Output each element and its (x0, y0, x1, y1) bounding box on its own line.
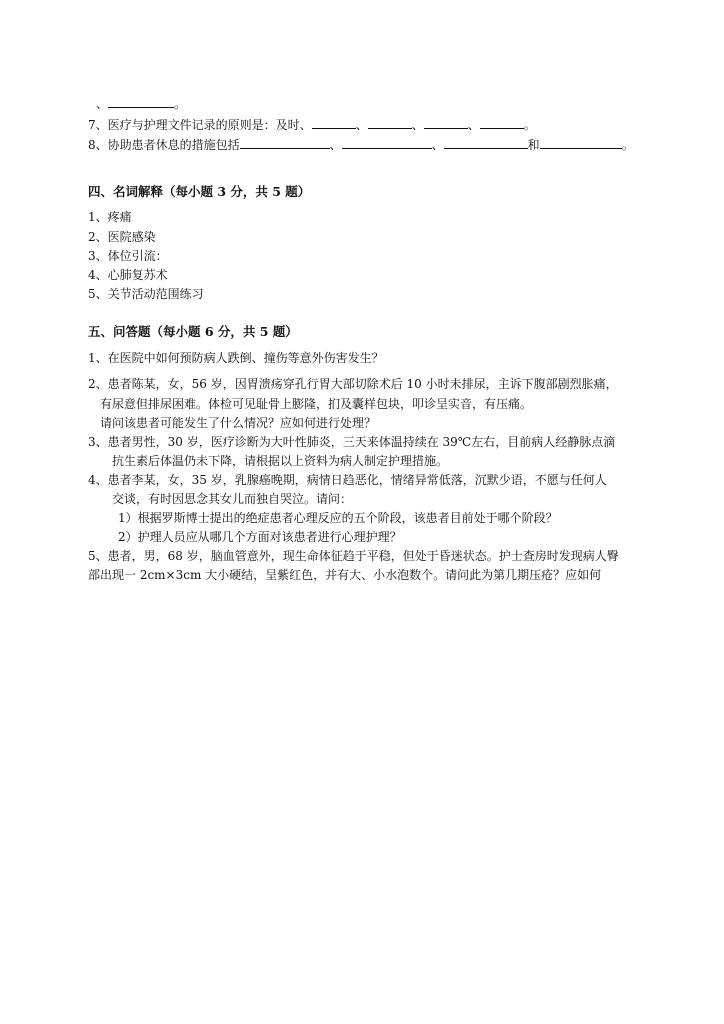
question-line: 抗生素后体温仍未下降，请根据以上资料为病人制定护理措施。 (112, 454, 449, 468)
question-line: 2、患者陈某，女，56 岁，因胃溃疡穿孔行胃大部切除术后 10 小时未排尿，主诉下腹部剧烈胀痛， (88, 377, 618, 391)
sub-question-line: 1）根据罗斯博士提出的绝症患者心理反应的五个阶段，该患者目前处于哪个阶段？ (118, 511, 558, 525)
term-item: 2、医院感染 (88, 230, 156, 244)
answer-blank[interactable] (424, 117, 468, 129)
question-7: 7、医疗与护理文件记录的原则是：及时、 、 、 、 。 (88, 118, 536, 132)
answer-blank[interactable] (444, 137, 528, 149)
answer-blank[interactable] (368, 117, 412, 129)
question-line: 4、患者李某，女，35 岁，乳腺癌晚期，病情日趋恶化，情绪异常低落，沉默少语，不愿与任何人 (88, 473, 607, 487)
answer-blank[interactable] (480, 117, 524, 129)
question-line: 部出现一 2cm×3cm 大小硬结，呈紫红色，并有大、小水泡数个。请问此为第几期压疮？应如何 (88, 568, 602, 582)
answer-blank[interactable] (240, 137, 330, 149)
question-line: 1、在医院中如何预防病人跌倒、撞伤等意外伤害发生？ (88, 351, 384, 365)
question-line: 5、患者，男，68 岁，脑血管意外，现生命体征趋于平稳，但处于昏迷状态。护士查房时发现病人臀 (88, 549, 619, 563)
question-line: 有尿意但排尿困难。体检可见耻骨上膨隆，扪及囊样包块，叩诊呈实音，有压痛。 (100, 397, 533, 411)
question-line: 请问该患者可能发生了什么情况？应如何进行处理？ (100, 416, 377, 430)
term-item: 3、体位引流： (88, 249, 168, 263)
term-item: 5、关节活动范围练习 (88, 287, 204, 301)
answer-blank[interactable] (540, 137, 622, 149)
question-8: 8、协助患者休息的措施包括 、 、 和 。 (88, 138, 634, 152)
question-line: 交谈，有时因思念其女儿而独自哭泣。请问： (112, 492, 353, 506)
sub-question-line: 2）护理人员应从哪几个方面对该患者进行心理护理？ (118, 530, 402, 544)
section-5-heading: 五、问答题（每小题 6 分，共 5 题） (88, 324, 298, 339)
fill-line-continuation: 、 。 (96, 97, 187, 111)
section-4-heading: 四、名词解释（每小题 3 分，共 5 题） (88, 184, 311, 199)
term-item: 4、心肺复苏术 (88, 268, 168, 282)
answer-blank[interactable] (108, 96, 174, 108)
answer-blank[interactable] (312, 117, 356, 129)
term-item: 1、疼痛 (88, 210, 132, 224)
answer-blank[interactable] (342, 137, 432, 149)
question-line: 3、患者男性，30 岁，医疗诊断为大叶性肺炎，三天来体温持续在 39℃左右，目前病人经静脉点滴 (88, 435, 616, 449)
